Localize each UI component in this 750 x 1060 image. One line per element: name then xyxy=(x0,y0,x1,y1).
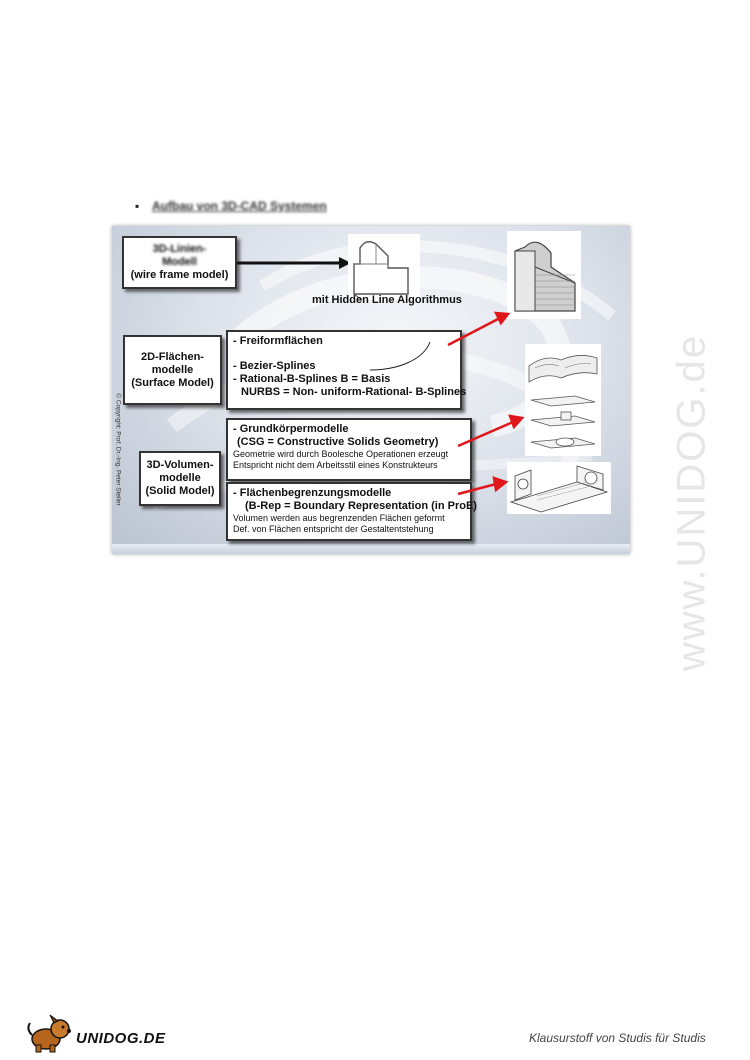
solid-title: 3D-Volumen- xyxy=(146,459,214,471)
red-arrows xyxy=(112,226,630,554)
rational-b-splines: - Rational-B-Splines B = Basis xyxy=(233,373,391,385)
wireframe-title: 3D-Linien- xyxy=(152,243,207,255)
brep-line-2: Def. von Flächen entspricht der Gestaltentstehung xyxy=(233,524,434,534)
copyright-text: © Copyright: Prof. Dr.-Ing. Peter Steller xyxy=(114,393,122,506)
brep-definition: (B-Rep = Boundary Representation (in ProE) xyxy=(245,500,477,512)
hidden-line-label: mit Hidden Line Algorithmus xyxy=(312,294,462,306)
nurbs-definition: NURBS = Non- uniform-Rational- B-Splines xyxy=(241,386,467,398)
logo-text: UNIDOG.DE xyxy=(76,1030,166,1047)
brep-line-1: Volumen werden aus begrenzenden Flächen geformt xyxy=(233,513,445,523)
cad-slide xyxy=(112,226,630,554)
watermark xyxy=(662,280,722,730)
csg-title: - Grundkörpermodelle xyxy=(233,423,349,435)
surface-english: (Surface Model) xyxy=(131,376,214,389)
solid-subtitle: modelle xyxy=(159,472,201,484)
brep-title: - Flächenbegrenzungsmodelle xyxy=(233,487,392,499)
csg-definition: (CSG = Constructive Solids Geometry) xyxy=(237,436,439,448)
solid-english: (Solid Model) xyxy=(145,485,215,497)
footer-tagline: Klausurstoff von Studis für Studis xyxy=(529,1031,706,1045)
surface-title: 2D-Flächen- xyxy=(141,350,204,363)
bezier-splines: - Bezier-Splines xyxy=(233,360,316,372)
copyright-note xyxy=(108,372,120,532)
csg-line-1: Geometrie wird durch Boolesche Operationen erzeugt xyxy=(233,449,449,459)
wireframe-subtitle: Modell xyxy=(162,256,197,268)
unidog-logo[interactable] xyxy=(24,1013,166,1053)
dog-icon xyxy=(24,1013,76,1053)
surface-subtitle: modelle xyxy=(151,363,194,376)
freeform-title: - Freiformflächen xyxy=(233,335,323,347)
watermark-text: www.UNIDOG.de xyxy=(669,333,714,672)
wireframe-english: (wire frame model) xyxy=(130,269,229,281)
csg-line-2: Entspricht nicht dem Arbeitsstil eines Konstrukteurs xyxy=(233,460,438,470)
section-heading-text: Aufbau von 3D-CAD Systemen xyxy=(152,199,327,213)
bullet-marker: ▪ xyxy=(135,199,140,213)
